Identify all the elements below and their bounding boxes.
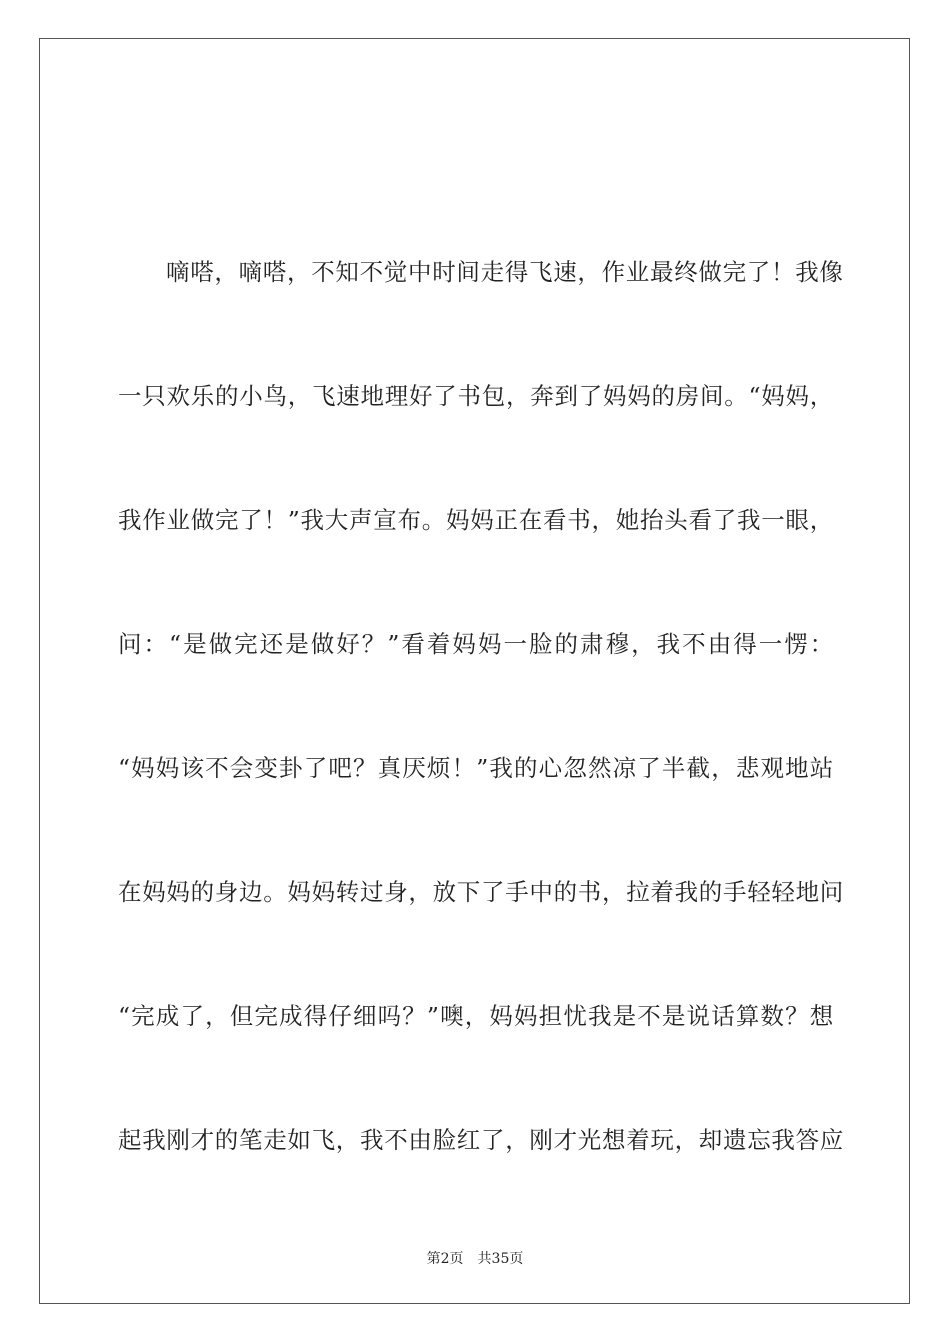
paragraph-line: 一只欢乐的小鸟，飞速地理好了书包，奔到了妈妈的房间。“妈妈， bbox=[118, 382, 834, 410]
paragraph-line: “完成了，但完成得仔细吗？”噢，妈妈担忧我是不是说话算数？想 bbox=[118, 1002, 834, 1030]
page-total: 共35页 bbox=[477, 1251, 524, 1267]
page-number: 第2页 bbox=[426, 1251, 464, 1267]
page-border bbox=[39, 38, 910, 1304]
paragraph-line: 嘀嗒，嘀嗒，不知不觉中时间走得飞速，作业最终做完了！我像 bbox=[166, 258, 844, 286]
paragraph-line: 在妈妈的身边。妈妈转过身，放下了手中的书，拉着我的手轻轻地问 bbox=[118, 878, 844, 906]
paragraph-line: 我作业做完了！”我大声宣布。妈妈正在看书，她抬头看了我一眼， bbox=[118, 506, 834, 534]
paragraph-line: “妈妈该不会变卦了吧？真厌烦！”我的心忽然凉了半截，悲观地站 bbox=[118, 754, 834, 782]
page-footer bbox=[0, 1248, 950, 1268]
paragraph-line: 起我刚才的笔走如飞，我不由脸红了，刚才光想着玩，却遗忘我答应 bbox=[118, 1126, 844, 1154]
paragraph-line: 问：“是做完还是做好？”看着妈妈一脸的肃穆，我不由得一愣： bbox=[118, 630, 834, 658]
